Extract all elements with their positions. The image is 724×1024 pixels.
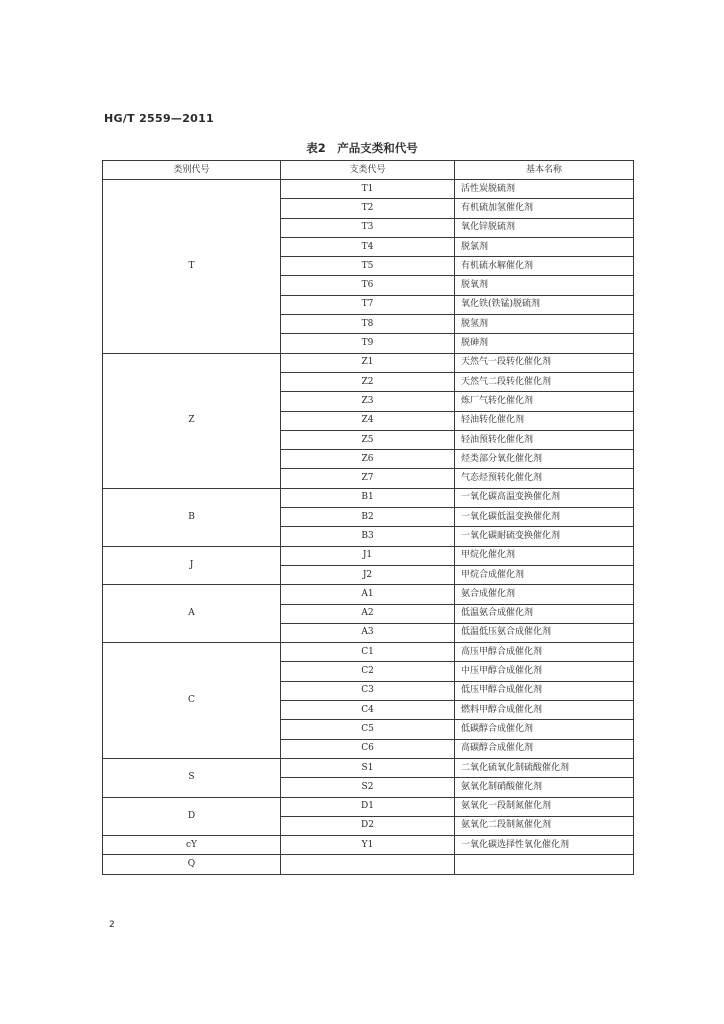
table-row bbox=[103, 758, 634, 777]
subclass-code-cell: C4 bbox=[281, 701, 455, 720]
basic-name-cell: 活性炭脱硫剂 bbox=[455, 180, 634, 199]
table-row bbox=[103, 797, 634, 816]
subclass-code-cell: Z6 bbox=[281, 450, 455, 469]
subclass-code-cell: J1 bbox=[281, 546, 455, 565]
basic-name-cell: 甲烷合成催化剂 bbox=[455, 565, 634, 584]
subclass-code-cell: S1 bbox=[281, 758, 455, 777]
basic-name-cell: 一氧化碳选择性氧化催化剂 bbox=[455, 836, 634, 855]
basic-name-cell: 烃类部分氧化催化剂 bbox=[455, 450, 634, 469]
subclass-code-cell: D1 bbox=[281, 797, 455, 816]
product-class-table bbox=[102, 160, 634, 875]
table-row bbox=[103, 353, 634, 372]
subclass-code-cell: T2 bbox=[281, 199, 455, 218]
subclass-code-cell: T5 bbox=[281, 257, 455, 276]
subclass-code-cell: B1 bbox=[281, 488, 455, 507]
basic-name-cell: 燃料甲醇合成催化剂 bbox=[455, 701, 634, 720]
subclass-code-cell: C6 bbox=[281, 739, 455, 758]
basic-name-cell: 脱氧剂 bbox=[455, 276, 634, 295]
basic-name-cell: 氨合成催化剂 bbox=[455, 585, 634, 604]
category-code-cell: J bbox=[103, 546, 281, 585]
category-code-cell: A bbox=[103, 585, 281, 643]
basic-name-cell: 低压甲醇合成催化剂 bbox=[455, 681, 634, 700]
subclass-code-cell: C1 bbox=[281, 643, 455, 662]
subclass-code-cell: Z7 bbox=[281, 469, 455, 488]
subclass-code-cell: D2 bbox=[281, 816, 455, 835]
subclass-code-cell: C5 bbox=[281, 720, 455, 739]
basic-name-cell: 气态烃预转化催化剂 bbox=[455, 469, 634, 488]
column-header-category: 类别代号 bbox=[103, 161, 281, 180]
basic-name-cell: 氨氧化一段制氮催化剂 bbox=[455, 797, 634, 816]
basic-name-cell: 氨氧化二段制氮催化剂 bbox=[455, 816, 634, 835]
subclass-code-cell: Z1 bbox=[281, 353, 455, 372]
basic-name-cell: 炼厂气转化催化剂 bbox=[455, 392, 634, 411]
column-header-name: 基本名称 bbox=[455, 161, 634, 180]
basic-name-cell: 有机硫水解催化剂 bbox=[455, 257, 634, 276]
category-code-cell: Z bbox=[103, 353, 281, 488]
basic-name-cell: 轻油转化催化剂 bbox=[455, 411, 634, 430]
subclass-code-cell: C3 bbox=[281, 681, 455, 700]
subclass-code-cell bbox=[281, 855, 455, 874]
subclass-code-cell: S2 bbox=[281, 778, 455, 797]
basic-name-cell: 一氧化碳高温变换催化剂 bbox=[455, 488, 634, 507]
table-row bbox=[103, 855, 634, 874]
subclass-code-cell: Z5 bbox=[281, 430, 455, 449]
table-row bbox=[103, 836, 634, 855]
table-caption: 表2 产品支类和代号 bbox=[306, 141, 418, 155]
subclass-code-cell: J2 bbox=[281, 565, 455, 584]
basic-name-cell: 甲烷化催化剂 bbox=[455, 546, 634, 565]
subclass-code-cell: A1 bbox=[281, 585, 455, 604]
category-code-cell: Q bbox=[103, 855, 281, 874]
basic-name-cell: 脱砷剂 bbox=[455, 334, 634, 353]
subclass-code-cell: Y1 bbox=[281, 836, 455, 855]
basic-name-cell: 二氧化硫氧化制硫酸催化剂 bbox=[455, 758, 634, 777]
basic-name-cell: 中压甲醇合成催化剂 bbox=[455, 662, 634, 681]
basic-name-cell: 有机硫加氢催化剂 bbox=[455, 199, 634, 218]
subclass-code-cell: T6 bbox=[281, 276, 455, 295]
table-row bbox=[103, 643, 634, 662]
subclass-code-cell: A2 bbox=[281, 604, 455, 623]
basic-name-cell: 氧化锌脱硫剂 bbox=[455, 218, 634, 237]
basic-name-cell: 轻油预转化催化剂 bbox=[455, 430, 634, 449]
category-code-cell: D bbox=[103, 797, 281, 836]
basic-name-cell: 一氧化碳低温变换催化剂 bbox=[455, 508, 634, 527]
standard-code-header: HG/T 2559—2011 bbox=[104, 112, 215, 125]
basic-name-cell bbox=[455, 855, 634, 874]
basic-name-cell: 天然气一段转化催化剂 bbox=[455, 353, 634, 372]
basic-name-cell: 氧化铁(铁锰)脱硫剂 bbox=[455, 295, 634, 314]
table-row bbox=[103, 546, 634, 565]
table-header-row bbox=[103, 161, 634, 180]
category-code-cell: cY bbox=[103, 836, 281, 855]
column-header-subclass: 支类代号 bbox=[281, 161, 455, 180]
subclass-code-cell: T4 bbox=[281, 237, 455, 256]
table-body bbox=[103, 180, 634, 875]
basic-name-cell: 低温氨合成催化剂 bbox=[455, 604, 634, 623]
subclass-code-cell: Z4 bbox=[281, 411, 455, 430]
table-row bbox=[103, 180, 634, 199]
basic-name-cell: 低温低压氨合成催化剂 bbox=[455, 623, 634, 642]
subclass-code-cell: Z2 bbox=[281, 372, 455, 391]
subclass-code-cell: T9 bbox=[281, 334, 455, 353]
basic-name-cell: 低碳醇合成催化剂 bbox=[455, 720, 634, 739]
subclass-code-cell: Z3 bbox=[281, 392, 455, 411]
basic-name-cell: 天然气二段转化催化剂 bbox=[455, 372, 634, 391]
subclass-code-cell: B2 bbox=[281, 508, 455, 527]
subclass-code-cell: T1 bbox=[281, 180, 455, 199]
table-row bbox=[103, 585, 634, 604]
page-number: 2 bbox=[109, 920, 115, 930]
basic-name-cell: 高碳醇合成催化剂 bbox=[455, 739, 634, 758]
category-code-cell: T bbox=[103, 180, 281, 354]
category-code-cell: S bbox=[103, 758, 281, 797]
subclass-code-cell: T7 bbox=[281, 295, 455, 314]
basic-name-cell: 脱氢剂 bbox=[455, 315, 634, 334]
basic-name-cell: 氨氧化制硝酸催化剂 bbox=[455, 778, 634, 797]
subclass-code-cell: T8 bbox=[281, 315, 455, 334]
basic-name-cell: 一氧化碳耐硫变换催化剂 bbox=[455, 527, 634, 546]
basic-name-cell: 脱氯剂 bbox=[455, 237, 634, 256]
category-code-cell: C bbox=[103, 643, 281, 759]
basic-name-cell: 高压甲醇合成催化剂 bbox=[455, 643, 634, 662]
table-row bbox=[103, 488, 634, 507]
category-code-cell: B bbox=[103, 488, 281, 546]
subclass-code-cell: T3 bbox=[281, 218, 455, 237]
subclass-code-cell: A3 bbox=[281, 623, 455, 642]
subclass-code-cell: B3 bbox=[281, 527, 455, 546]
subclass-code-cell: C2 bbox=[281, 662, 455, 681]
